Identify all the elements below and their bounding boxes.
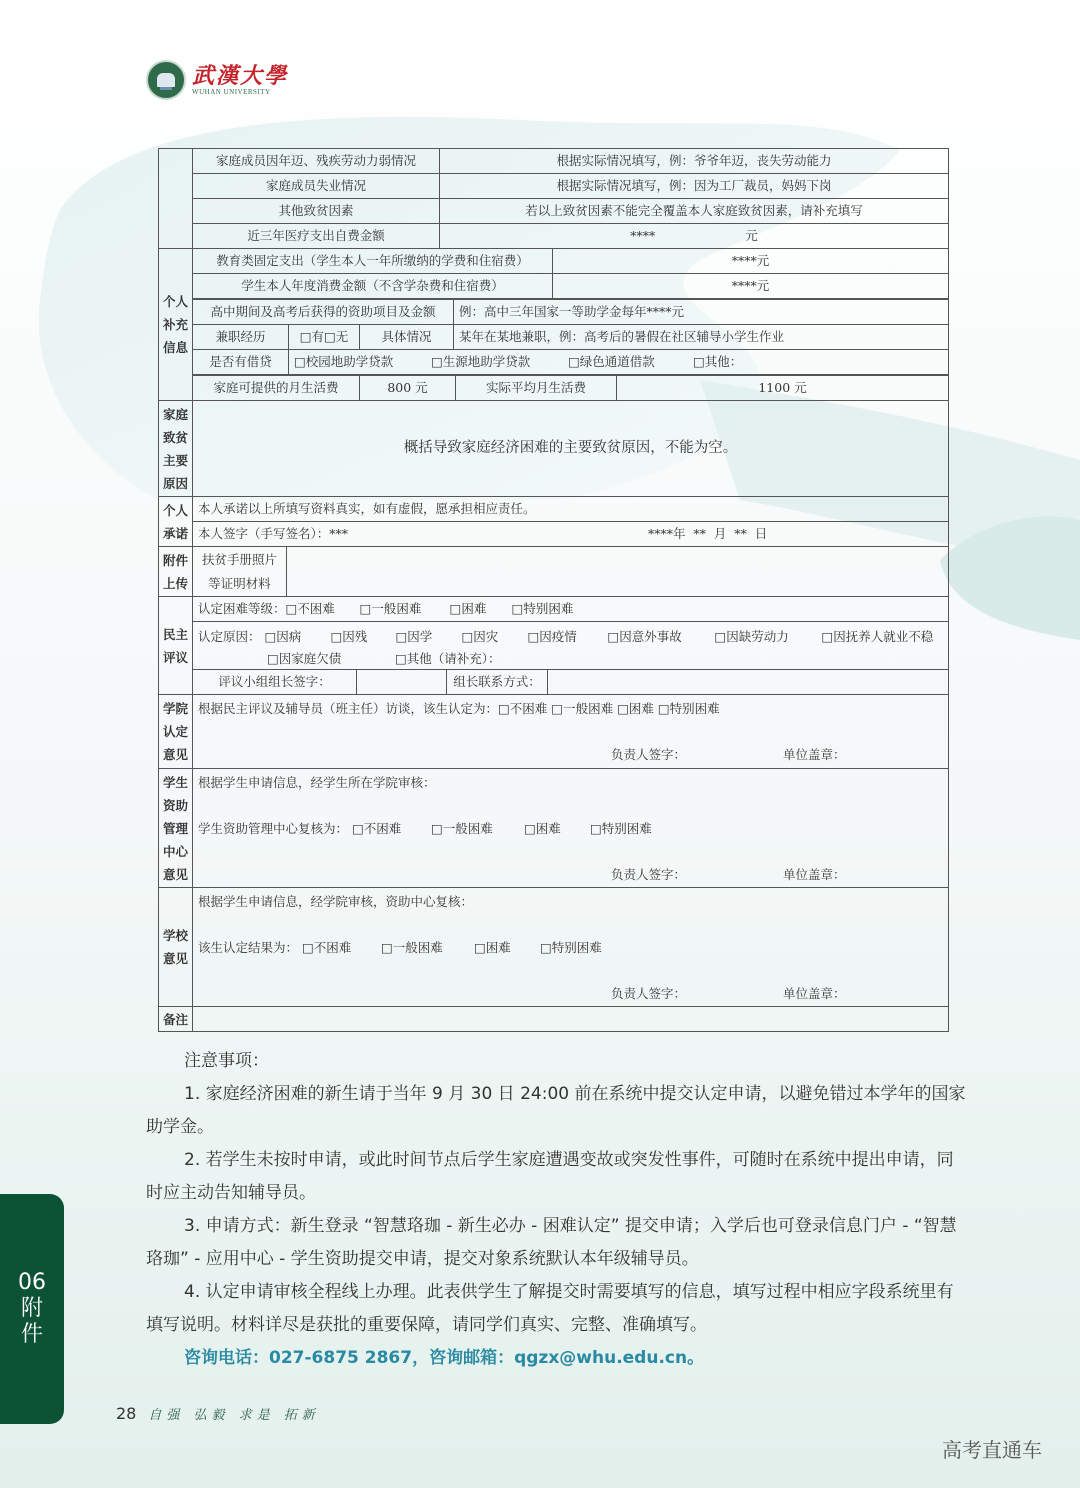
family-value-elderly[interactable]: 根据实际情况填写，例：爷爷年迈，丧失劳动能力 xyxy=(439,148,949,174)
center-option[interactable]: □不困难 xyxy=(352,821,402,836)
center-option[interactable]: □困难 xyxy=(523,821,561,836)
center-side-label: 学生 资助 管理 中心 意见 xyxy=(158,768,193,888)
note-item: 4. 认定申请审核全程线上办理。此表供学生了解提交时需要填写的信息，填写过程中相应字段系统里有填写说明。材料详尽是获批的重要保障，请同学们真实、完整、准确填写。 xyxy=(146,1282,954,1335)
reason-option[interactable]: □因病 xyxy=(264,629,302,644)
page-number: 28 xyxy=(116,1404,137,1423)
reason-option[interactable]: □因疫情 xyxy=(527,629,577,644)
loan-option-origin[interactable]: □生源地助学贷款 xyxy=(431,353,531,369)
review-reason-block: 认定原因： □因病 □因残 □因学 □因灾 □因疫情 □因意外事故 □因缺劳动力 □因抚养人就业不稳 □因家庭欠债 □其他（请补充）： xyxy=(192,621,949,670)
university-seal-icon xyxy=(146,60,186,100)
family-value-unemployed[interactable]: 根据实际情况填写，例：因为工厂裁员，妈妈下岗 xyxy=(439,173,949,199)
loan-option-campus[interactable]: □校园地助学贷款 xyxy=(294,353,394,369)
reason-option[interactable]: □因意外事故 xyxy=(607,629,682,644)
center-review-row: 学生资助管理中心复核为： □不困难 □一般困难 □困难 □特别困难 xyxy=(198,821,652,836)
family-value-other[interactable]: 若以上致贫因素不能完全覆盖本人家庭致贫因素，请补充填写 xyxy=(439,198,949,224)
edu-expense-value[interactable]: ****元 xyxy=(552,248,949,274)
cause-side-label: 家庭 致贫 主要 原因 xyxy=(158,400,193,497)
family-label-elderly: 家庭成员因年迈、残疾劳动力弱情况 xyxy=(192,148,440,174)
personal-side-label: 个人 补充 信息 xyxy=(158,248,193,401)
logo-english-name: WUHAN UNIVERSITY xyxy=(192,88,271,96)
consumption-value[interactable]: ****元 xyxy=(552,273,949,299)
application-form-table xyxy=(158,148,949,1032)
school-side-label: 学校 意见 xyxy=(158,887,193,1007)
level-option[interactable]: □不困难 xyxy=(285,600,335,616)
school-sign-label: 负责人签字： xyxy=(611,986,687,1001)
center-opinion-block[interactable] xyxy=(192,768,949,888)
promise-text: 本人承诺以上所填写资料真实，如有虚假，愿承担相应责任。 xyxy=(192,496,949,522)
notes-title: 注意事项： xyxy=(184,1051,269,1071)
leader-sign-label: 评议小组组长签字： xyxy=(192,669,357,695)
center-option[interactable]: □一般困难 xyxy=(430,821,493,836)
family-label-unemployed: 家庭成员失业情况 xyxy=(192,173,440,199)
loan-option-other[interactable]: □其他： xyxy=(693,353,743,369)
center-text1: 根据学生申请信息，经学生所在学院审核： xyxy=(198,775,436,790)
center-seal-label: 单位盖章： xyxy=(783,867,846,882)
promise-side-label: 个人 承诺 xyxy=(158,496,193,547)
center-sign-label: 负责人签字： xyxy=(611,867,687,882)
family-value-medical[interactable] xyxy=(439,223,949,249)
loan-option-green[interactable]: □绿色通道借款 xyxy=(568,353,655,369)
family-label-medical: 近三年医疗支出自费金额 xyxy=(192,223,440,249)
review-level-row: 认定困难等级： □不困难 □一般困难 □困难 □特别困难 xyxy=(192,596,949,622)
reason-option[interactable]: □因家庭欠债 xyxy=(267,651,342,666)
consumption-label: 学生本人年度消费金额（不含学杂费和住宿费） xyxy=(192,273,553,299)
level-option[interactable]: □特别困难 xyxy=(511,600,574,616)
watermark-text: 高考直通车 xyxy=(942,1438,1042,1462)
college-side-label: 学院 认定 意见 xyxy=(158,694,193,769)
parttime-options[interactable]: □有□无 xyxy=(288,324,360,350)
reason-option[interactable]: □因抚养人就业不稳 xyxy=(821,629,934,644)
contact-info[interactable]: 咨询电话：027-6875 2867，咨询邮箱：qgzx@whu.edu.cn。 xyxy=(184,1348,705,1368)
loan-label: 是否有借贷 xyxy=(192,349,289,375)
actual-living-value[interactable]: 1100 元 xyxy=(616,375,949,401)
leader-sign-field[interactable] xyxy=(356,669,447,695)
college-sign-label: 负责人签字： xyxy=(611,747,687,762)
center-option[interactable]: □特别困难 xyxy=(589,821,652,836)
edu-expense-label: 教育类固定支出（学生本人一年所缴纳的学费和住宿费） xyxy=(192,248,553,274)
note-item: 3. 申请方式：新生登录 “智慧珞珈 - 新生必办 - 困难认定” 提交申请；入学后也可登录信息门户 - “智慧珞珈” - 应用中心 - 学生资助提交申请，提交对象系统默认本年级辅导员。 xyxy=(146,1216,957,1269)
page-footer xyxy=(116,1404,320,1423)
note-item: 1. 家庭经济困难的新生请于当年 9 月 30 日 24:00 前在系统中提交认定申请，以避免错过本学年的国家助学金。 xyxy=(146,1084,966,1137)
university-logo xyxy=(146,60,288,100)
college-opinion-text: 根据民主评议及辅导员（班主任）访谈，该生认定为：□不困难 □一般困难 □困难 □特别困难 xyxy=(198,701,720,716)
signature-date[interactable]: ****年 ** 月 ** 日 xyxy=(648,525,768,541)
family-side-cell xyxy=(158,148,193,249)
school-text1: 根据学生申请信息，经学院审核，资助中心复核： xyxy=(198,894,474,909)
chapter-number: 06 xyxy=(18,1270,46,1295)
school-option[interactable]: □特别困难 xyxy=(539,940,602,955)
parttime-detail-value[interactable]: 某年在某地兼职，例：高考后的暑假在社区辅导小学生作业 xyxy=(453,324,949,350)
parttime-label: 兼职经历 xyxy=(192,324,289,350)
leader-contact-label: 组长联系方式： xyxy=(446,669,548,695)
medical-unit: 元 xyxy=(745,227,758,243)
remark-side-label: 备注 xyxy=(158,1006,193,1032)
medical-amount: **** xyxy=(630,227,656,243)
attachment-label: 扶贫手册照片 等证明材料 xyxy=(192,546,287,597)
signature-field[interactable]: 本人签字（手写签名）：*** xyxy=(198,525,349,541)
parttime-detail-label: 具体情况 xyxy=(359,324,454,350)
reason-option[interactable]: □因学 xyxy=(395,629,433,644)
attachment-upload-area[interactable] xyxy=(286,546,949,597)
family-label-other: 其他致贫因素 xyxy=(192,198,440,224)
school-option[interactable]: □一般困难 xyxy=(380,940,443,955)
family-provide-label: 家庭可提供的月生活费 xyxy=(192,375,360,401)
leader-contact-field[interactable] xyxy=(547,669,949,695)
cause-text[interactable]: 概括导致家庭经济困难的主要致贫原因，不能为空。 xyxy=(192,400,949,497)
college-opinion-block[interactable] xyxy=(192,694,949,769)
school-option[interactable]: □不困难 xyxy=(302,940,352,955)
logo-chinese-name: 武漢大學 xyxy=(192,63,289,89)
reason-option[interactable]: □因灾 xyxy=(461,629,499,644)
chapter-label: 附件 xyxy=(20,1296,43,1347)
note-item: 2. 若学生未按时申请，或此时间节点后学生家庭遭遇变故或突发性事件，可随时在系统中提出申请，同时应主动告知辅导员。 xyxy=(146,1150,954,1203)
school-result-row: 该生认定结果为： □不困难 □一般困难 □困难 □特别困难 xyxy=(198,940,602,955)
reason-option[interactable]: □因缺劳动力 xyxy=(714,629,789,644)
level-option[interactable]: □困难 xyxy=(449,600,487,616)
promise-sign-row xyxy=(192,521,949,547)
attachment-side-label: 附件 上传 xyxy=(158,546,193,597)
reason-option[interactable]: □因残 xyxy=(330,629,368,644)
level-option[interactable]: □一般困难 xyxy=(359,600,422,616)
remark-field[interactable] xyxy=(192,1006,949,1032)
family-provide-value[interactable]: 800 元 xyxy=(359,375,456,401)
aid-value[interactable]: 例：高中三年国家一等助学金每年****元 xyxy=(453,299,949,325)
college-seal-label: 单位盖章： xyxy=(783,747,846,762)
actual-living-label: 实际平均月生活费 xyxy=(455,375,617,401)
loan-options xyxy=(288,349,949,375)
chapter-side-tab xyxy=(0,1194,64,1424)
school-opinion-block[interactable] xyxy=(192,887,949,1007)
school-seal-label: 单位盖章： xyxy=(783,986,846,1001)
school-option[interactable]: □困难 xyxy=(473,940,511,955)
university-motto: 自强 弘毅 求是 拓新 xyxy=(148,1408,320,1423)
notes-section xyxy=(146,1045,966,1375)
reason-option[interactable]: □其他（请补充）： xyxy=(394,651,501,666)
review-side-label: 民主 评议 xyxy=(158,596,193,695)
aid-label: 高中期间及高考后获得的资助项目及金额 xyxy=(192,299,454,325)
